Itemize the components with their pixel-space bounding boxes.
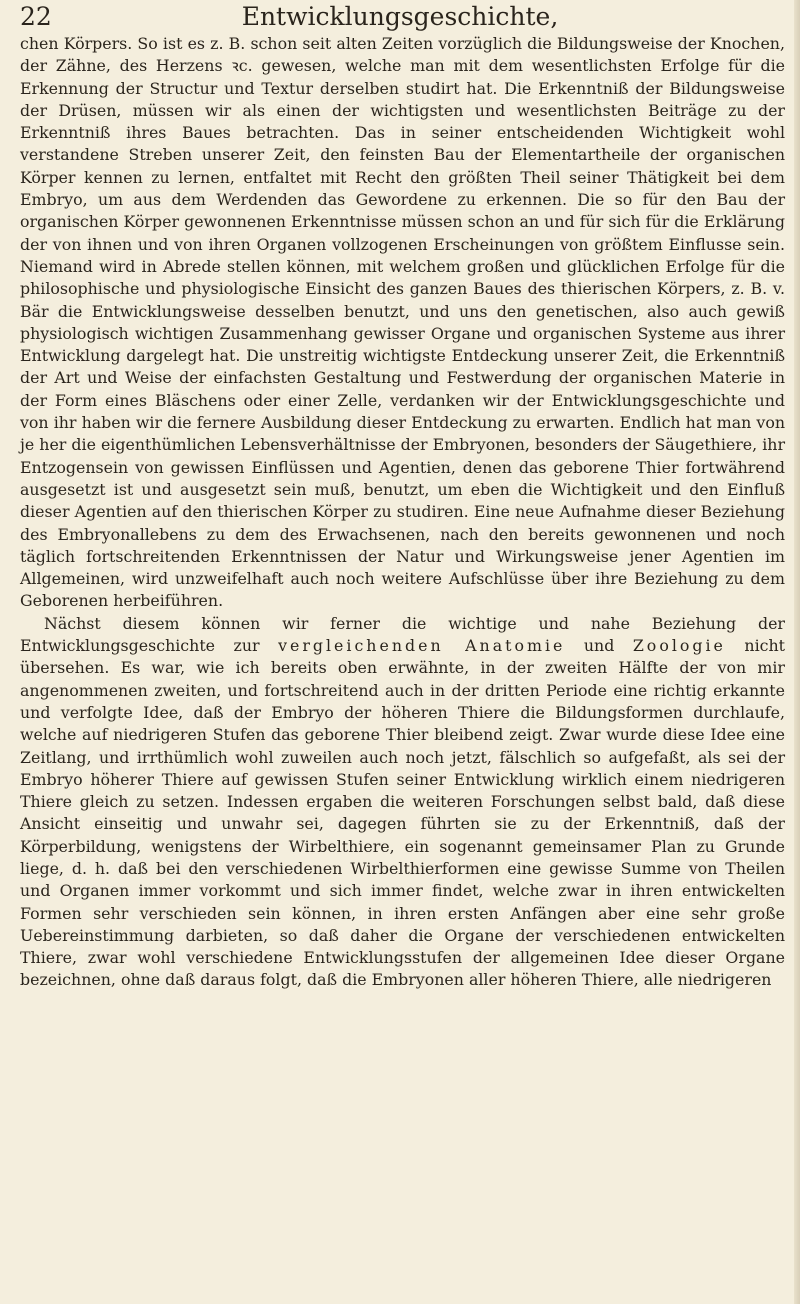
page-number: 22 [20, 2, 52, 31]
paragraph-2-start: Nächst diesem können wir ferner die wichtige und nahe Beziehung der Entwicklungsgeschichte zur [20, 613, 785, 656]
emphasis-zoologie: Zoologie [632, 636, 726, 656]
page-header [20, 2, 780, 32]
page-edge-shadow [794, 0, 800, 1304]
paragraph-2-rest: nicht übersehen. Es war, wie ich bereits oben erwähnte, in der zweiten Hälfte der von mir angenommenen zweiten, und fortschreitend auch in der dritten Periode eine richtig erkannte und verfolgte Idee, daß der Embryo der höheren Thiere die Bildungsformen durchlaufe, welche auf niedrigeren Stufen das geborene Thier bleibend zeigt. Zwar wurde diese Idee eine Zeitlang, und irrthümlich wohl zuweilen auch noch jetzt, fälschlich so aufgefaßt, als sei der Embryo höherer Thiere auf gewissen Stufen seiner Entwicklung wirklich einem niedrigeren Thiere gleich zu setzen. Indessen ergaben die weiteren Forschungen selbst bald, daß diese Ansicht einseitig und unwahr sei, dagegen führten sie zu der Erkenntniß, daß der Körperbildung, wenigstens der Wirbelthiere, ein sogenannt gemeinsamer Plan zu Grunde liege, d. h. daß bei den verschiedenen Wirbelthierformen eine gewisse Summe von Theilen und Organen immer vorkommt und sich immer findet, welche zwar in ihren entwickelten Formen sehr verschieden sein können, in ihren ersten Anfängen aber eine sehr große Uebereinstimmung darbieten, so daß daher die Organe der verschiedenen entwickelten Thiere, zwar wohl verschiedene Entwicklungsstufen der allgemeinen Idee dieser Organe bezeichnen, ohne daß daraus folgt, daß die Embryonen aller höheren Thiere, alle niedrigeren [20, 636, 785, 990]
paragraph-1: chen Körpers. So ist es z. B. schon seit alten Zeiten vorzüglich die Bildungsweise der Knochen, der Zähne, des Herzens ꝛc. gewesen, welche man mit dem wesentlichsten Erfolge für die Erkennung der Structur und Textur derselben studirt hat. Die Erkenntniß der Bildungsweise der Drüsen, müssen wir als einen der wichtigsten und wesentlichsten Beiträge zu der Erkenntniß ihres Baues betrachten. Das in seiner entscheidenden Wichtigkeit wohl verstandene Streben unserer Zeit, den feinsten Bau der Elementartheile der organischen Körper kennen zu lernen, entfaltet mit Recht den größten Theil seiner Thätigkeit bei dem Embryo, um aus dem Werdenden das Gewordene zu erkennen. Die so für den Bau der organischen Körper gewonnenen Erkenntnisse müssen schon an und für sich für die Erklärung der von ihnen und von ihren Organen vollzogenen Erscheinungen von größtem Einflusse sein. Niemand wird in Abrede stellen können, mit welchem großen und glücklichen Erfolge für die philosophische und physiologische Einsicht des ganzen Baues des thierischen Körpers, z. B. v. Bär die Entwicklungsweise desselben benutzt, und uns den genetischen, also auch gewiß physiologisch wichtigen Zusammenhang gewisser Organe und organischen Systeme aus ihrer Entwicklung dargelegt hat. Die unstreitig wichtigste Entdeckung unserer Zeit, die Erkenntniß der Art und Weise der einfachsten Gestaltung und Festwerdung der organischen Materie in der Form eines Bläschens oder einer Zelle, verdanken wir der Entwicklungsgeschichte und von ihr haben wir die fernere Ausbildung dieser Entdeckung zu erwarten. Endlich hat man von je her die eigenthümlichen Lebensverhältnisse der Embryonen, besonders der Säugethiere, ihr Entzogensein von gewissen Einflüssen und Agentien, denen das geborene Thier fortwährend ausgesetzt ist und ausgesetzt sein muß, benutzt, um eben die Wichtigkeit und den Einfluß dieser Agentien auf den thierischen Körper zu studiren. Eine neue Aufnahme dieser Beziehung des Embryonallebens zu dem des Erwachsenen, nach den bereits gewonnenen und noch täglich fortschreitenden Erkenntnissen der Natur und Wirkungsweise jener Agentien im Allgemeinen, wird unzweifelhaft auch noch weitere Aufschlüsse über ihre Beziehung zu dem Geborenen herbeiführen. [20, 34, 785, 611]
emphasis-vergleichende-anatomie: vergleichenden Anatomie [278, 636, 566, 656]
paragraph-2 [20, 613, 785, 992]
paragraph-2-conjunction: und [565, 636, 633, 656]
running-head: Entwicklungsgeschichte, [241, 2, 559, 31]
body-text [20, 33, 785, 992]
